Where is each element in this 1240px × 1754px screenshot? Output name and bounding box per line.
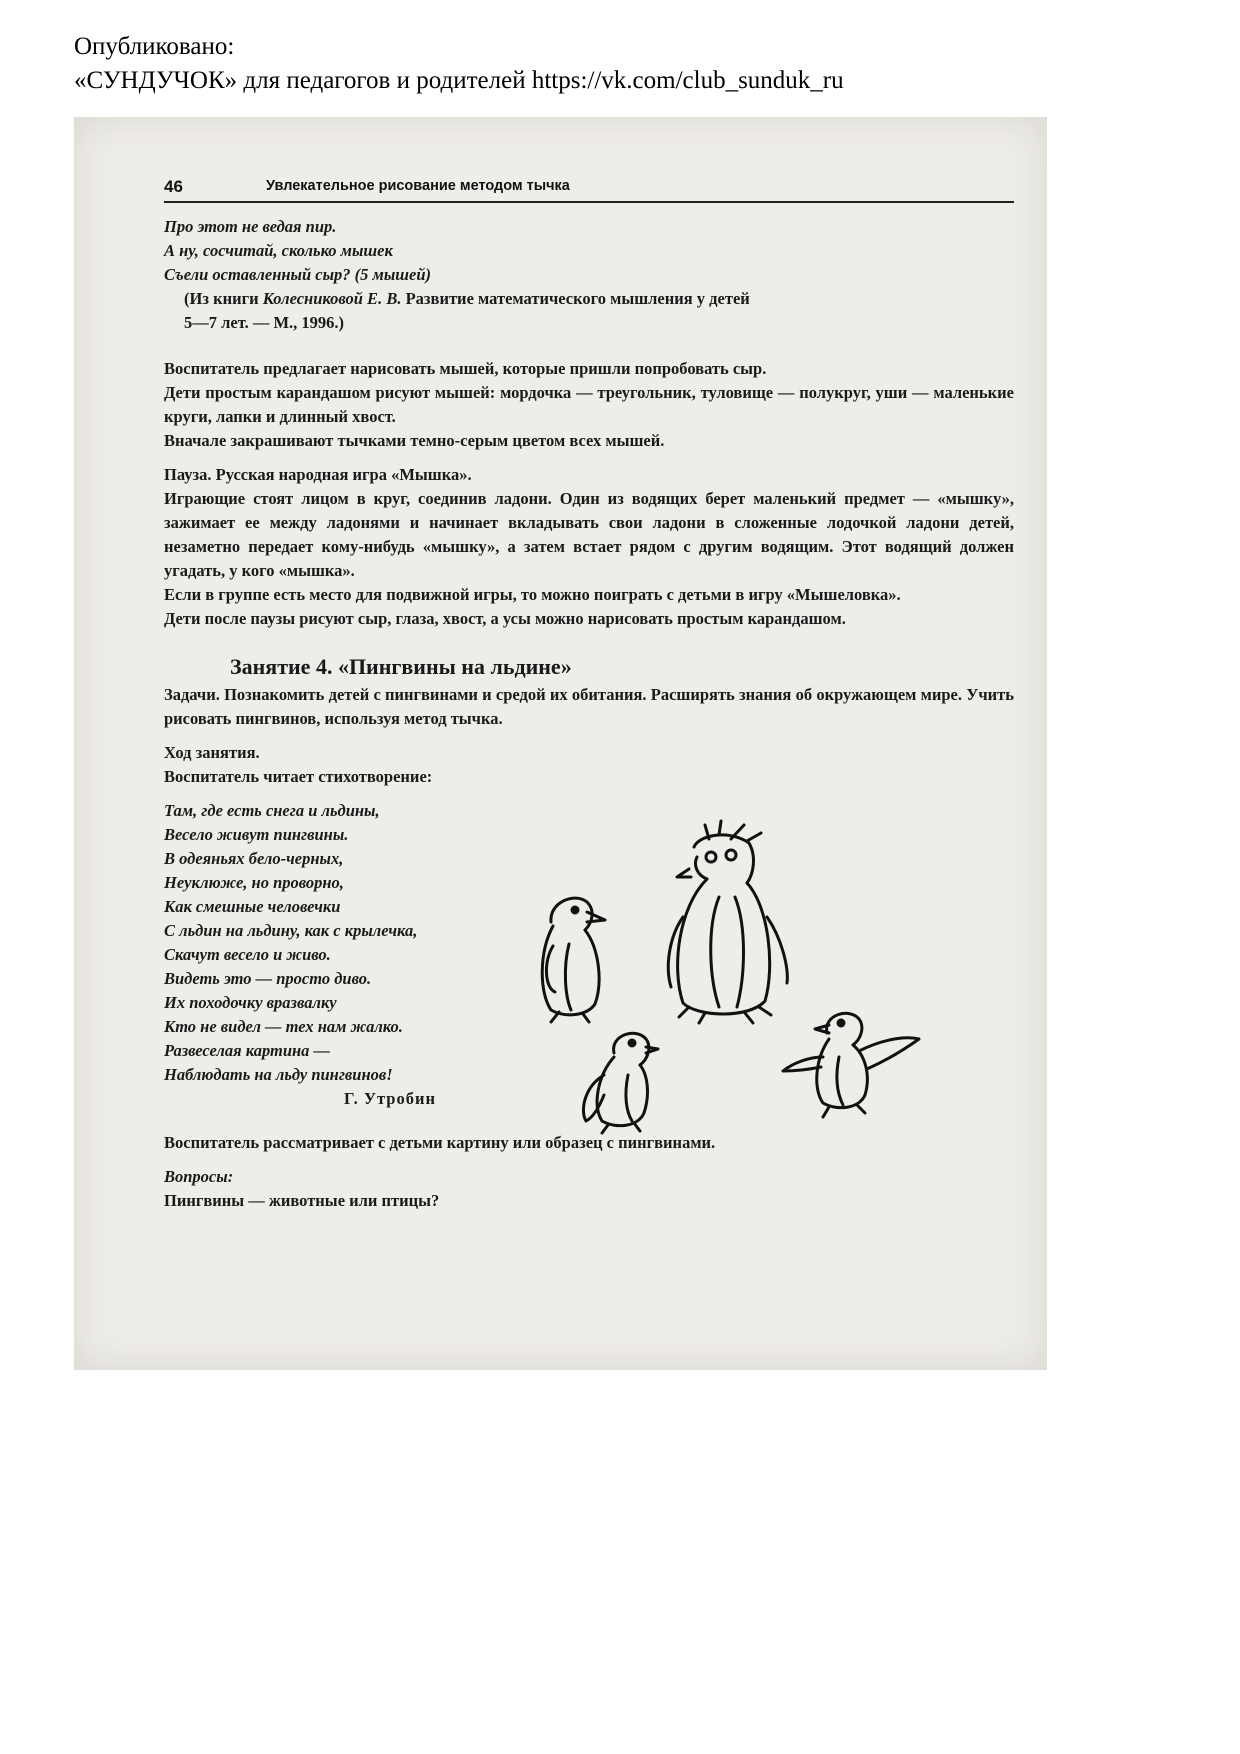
- source-reference: [164, 287, 1014, 335]
- poem-line: Их походочку вразвалку: [164, 993, 337, 1012]
- poem-line: Как смешные человечки: [164, 897, 341, 916]
- poem-line: Наблюдать на льду пингвинов!: [164, 1065, 393, 1084]
- poem-line: Там, где есть снега и льдины,: [164, 801, 380, 820]
- paragraph-text: после паузы рисуют сыр, глаза, хвост, а усы можно нарисовать простым карандашом.: [200, 609, 846, 628]
- intro-poem: [164, 215, 1014, 287]
- paragraph-text: предлагает нарисовать мышей, которые пришли попробовать сыр.: [259, 359, 767, 378]
- penguin-illustration-tall: [649, 817, 809, 1027]
- source-line1: Развитие математического мышления у детей: [401, 289, 750, 308]
- poem-line: Скачут весело и живо.: [164, 945, 331, 964]
- source-pre: (Из книги: [184, 289, 263, 308]
- pause-heading: [164, 463, 1014, 487]
- paragraph-text: Познакомить детей с пингвинами и средой их обитания. Расширять знания об окружающем мире. Учить рисовать пингвинов, используя метод тычка.: [164, 685, 1014, 728]
- poem-line: С льдин на льдину, как с крылечка,: [164, 921, 418, 940]
- paragraph: [164, 357, 1014, 381]
- questions-heading: Вопросы:: [164, 1167, 234, 1186]
- lead-word: Дети: [164, 383, 201, 402]
- question: Пингвины — животные или птицы?: [164, 1191, 440, 1210]
- poem-line: Видеть это — просто диво.: [164, 969, 372, 988]
- running-title: Увлекательное рисование методом тычка: [266, 178, 570, 194]
- intro-poem-line: Про этот не ведая пир.: [164, 217, 337, 236]
- paragraph: [164, 381, 1014, 429]
- intro-poem-line: А ну, сосчитай, сколько мышек: [164, 241, 393, 260]
- publication-line-2: «СУНДУЧОК» для педагогов и родителей https://vk.com/club_sunduk_ru: [74, 67, 844, 94]
- scanned-page: [74, 117, 1047, 1370]
- lesson-course: Ход занятия.: [164, 743, 260, 762]
- intro-poem-line: Съели оставленный сыр? (5 мышей): [164, 265, 432, 284]
- pause-paragraph: [164, 607, 1014, 631]
- lead-word: Воспитатель: [164, 359, 260, 378]
- lesson-title: Занятие 4. «Пингвины на льдине»: [230, 654, 572, 679]
- page-number: 46: [164, 177, 183, 196]
- source-line2: 5—7 лет. — М., 1996.): [184, 313, 345, 332]
- paragraph-text: простым карандашом рисуют мышей: мордочка — треугольник, туловище — полукруг, уши — маленькие круги, лапки и длинный хвост.: [164, 383, 1014, 426]
- penguin-illustration-bottom-middle: [574, 1025, 669, 1135]
- lead-word: Дети: [164, 609, 201, 628]
- page-header: [164, 177, 1014, 203]
- pause-paragraph: Играющие стоят лицом в круг, соединив ладони. Один из водящих берет маленький предмет — «мышку», зажимает ее между ладонями и начинает вкладывать свои ладони в сложенные лодочкой ладони детей, незаметно передает кому-нибудь «мышку», а затем встает рядом с другим водящим. Этот водящий должен угадать, у кого «мышка».: [164, 489, 1014, 580]
- pause-lead: Пауза.: [164, 465, 212, 484]
- pause-paragraph: Если в группе есть место для подвижной игры, то можно поиграть с детьми в игру «Мышеловка».: [164, 585, 901, 604]
- teacher-reads: [164, 765, 1014, 789]
- paragraph-text: читает стихотворение:: [259, 767, 433, 786]
- penguin-illustration-bottom-right: [779, 1005, 929, 1120]
- poem-line: Неуклюже, но проворно,: [164, 873, 344, 892]
- poem-line: Развеселая картина —: [164, 1041, 331, 1060]
- pause-text: Русская народная игра «Мышка».: [211, 465, 472, 484]
- paragraph-text: рассматривает с детьми картину или образец с пингвинами.: [259, 1133, 716, 1152]
- poem-line: Кто не видел — тех нам жалко.: [164, 1017, 403, 1036]
- publication-note: [74, 30, 844, 98]
- paragraph: Вначале закрашивают тычками темно-серым цветом всех мышей.: [164, 431, 665, 450]
- poem-line: Весело живут пингвины.: [164, 825, 349, 844]
- publication-line-1: Опубликовано:: [74, 33, 235, 60]
- lead-word: Воспитатель: [164, 1133, 260, 1152]
- lead-word: Задачи.: [164, 685, 220, 704]
- poem-author: Г. Утробин: [344, 1089, 436, 1108]
- lead-word: Воспитатель: [164, 767, 260, 786]
- poem-line: В одеяньях бело-черных,: [164, 849, 344, 868]
- penguin-illustration-small-left: [529, 892, 619, 1027]
- lesson-tasks: [164, 683, 1014, 731]
- source-author: Колесниковой Е. В.: [262, 289, 402, 308]
